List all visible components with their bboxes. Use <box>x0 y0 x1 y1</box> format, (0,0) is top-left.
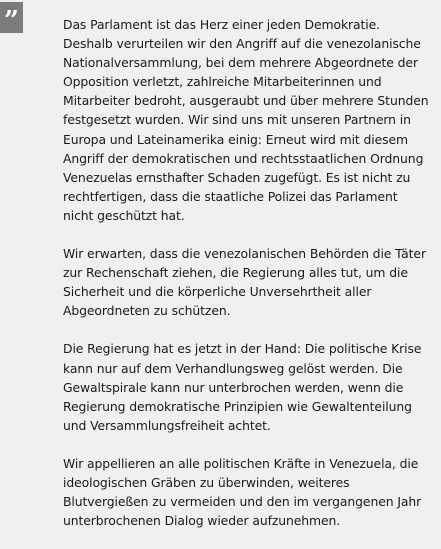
quote-block <box>63 15 429 549</box>
quote-paragraph-2: Wir erwarten, dass die venezolanischen Behörden die Täter zur Rechenschaft ziehen, die Regierung alles tut, um die Sicherheit und die körperliche Unversehrtheit aller Abgeordneten zu schützen. <box>63 246 426 319</box>
quote-paragraph-1: Das Parlament ist das Herz einer jeden Demokratie. Deshalb verurteilen wir den Angriff auf die venezolanische Nationalversammlung, bei dem mehrere Abgeordnete der Opposition verletzt, zahlreiche Mitarbeiterinnen und Mitarbeiter bedroht, ausgeraubt und über mehrere Stunden festgesetzt wurden. Wir sind uns mit unseren Partnern in Europa und Lateinamerika einig: Erneut wird mit diesem Angriff der demokratischen und rechtsstaatlichen Ordnung Venezuelas ernsthafter Schaden zugefügt. Es ist nicht zu rechtfertigen, dass die staatliche Polizei das Parlament nicht geschützt hat. <box>63 17 429 223</box>
quote-paragraph-3: Die Regierung hat es jetzt in der Hand: Die politische Krise kann nur auf dem Verhandlungsweg gelöst werden. Die Gewaltspirale kann nur unterbrochen werden, wenn die Regierung demokratische Prinzipien wie Gewaltenteilung und Versammlungsfreiheit achtet. <box>63 341 422 433</box>
quotation-mark-icon: ” <box>0 2 23 33</box>
quote-paragraph-4: Wir appellieren an alle politischen Kräfte in Venezuela, die ideologischen Gräben zu überwinden, weiteres Blutvergießen zu vermeiden und den im vergangenen Jahr unterbrochenen Dialog wieder aufzunehmen. <box>63 455 422 529</box>
